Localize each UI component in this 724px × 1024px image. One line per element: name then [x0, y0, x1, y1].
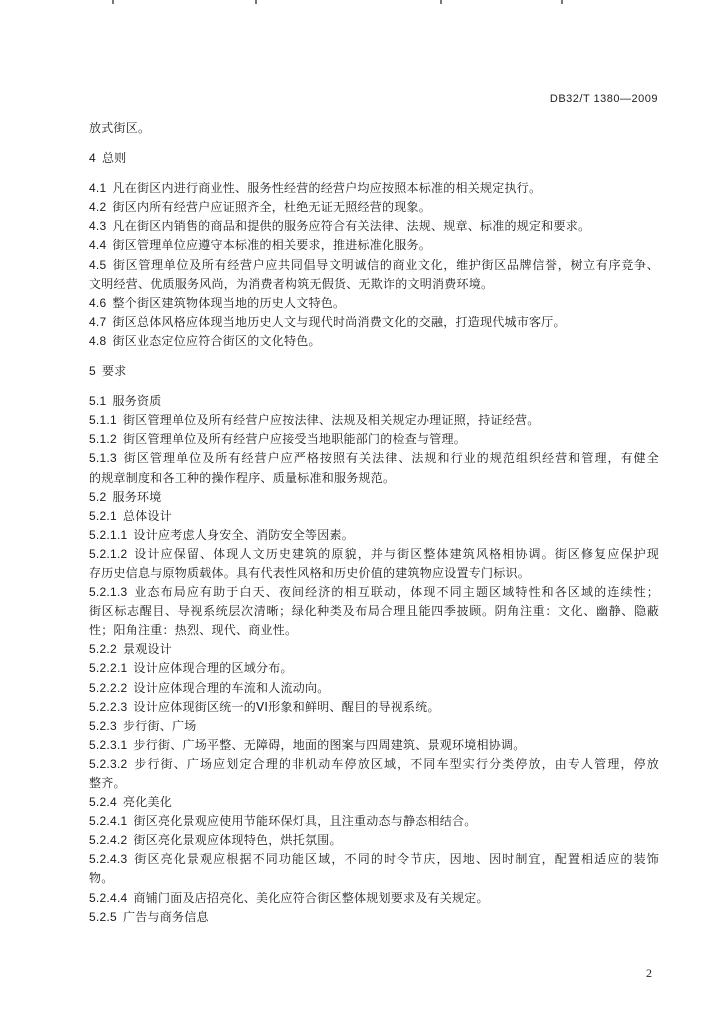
clause-text: 街区内所有经营户应证照齐全，杜绝无证无照经营的现象。	[112, 200, 431, 215]
text-line	[89, 698, 659, 717]
clause-text: 凡在街区内进行商业性、服务性经营的经营户均应按照本标准的相关规定执行。	[112, 181, 542, 196]
clause-text: 街区业态定位应符合街区的文化特色。	[112, 333, 321, 348]
clause-number: 5.2.3.2	[89, 756, 128, 771]
clause-number: 5.2.4.1	[89, 814, 128, 829]
clause-text: 设计应体现街区统一的VI形象和鲜明、醒目的导视系统。	[133, 699, 440, 714]
text-line	[89, 717, 659, 736]
text-line	[89, 583, 659, 602]
text-line	[89, 179, 659, 198]
text-line	[89, 545, 659, 564]
text-line	[89, 256, 659, 275]
clause-text: 服务环境	[112, 489, 162, 504]
clause-text: 街区亮化景观应体现特色，烘托氛围。	[133, 833, 342, 848]
clause-text: 总体设计	[122, 508, 172, 523]
clause-text: 设计应保留、体现人文历史建筑的原貌，并与街区整体建筑风格相协调。街区修复应保护现	[133, 546, 659, 561]
text-line	[89, 793, 659, 812]
clause-text: 亮化美化	[122, 795, 172, 810]
text-line	[89, 736, 659, 755]
clause-text: 设计应体现合理的车流和人流动向。	[133, 680, 330, 695]
clause-number: 5.2.2.1	[89, 661, 128, 676]
clause-number: 5.2.2.2	[89, 680, 128, 695]
document-body	[89, 119, 659, 927]
text-line	[89, 640, 659, 659]
text-line	[89, 755, 659, 774]
clause-text: 服务资质	[112, 394, 162, 409]
clause-number: 4.5	[89, 257, 107, 272]
clause-text: 街区亮化景观应根据不同功能区域，不同的时令节庆，因地、因时制宜，配置相适应的装饰	[133, 852, 659, 867]
clause-number: 5.1.2	[89, 432, 117, 447]
clause-number: 5.2.3.1	[89, 737, 128, 752]
clause-number: 4.2	[89, 200, 107, 215]
text-line	[89, 411, 659, 430]
clause-text: 存历史信息与原物质载体。具有代表性风格和历史价值的建筑物应设置专门标识。	[89, 565, 531, 580]
clause-text: 广告与商务信息	[122, 909, 209, 924]
clause-number: 5.1	[89, 394, 107, 409]
section-heading	[89, 149, 659, 168]
clause-text: 设计应考虑人身安全、消防安全等因素。	[133, 527, 354, 542]
clause-text: 放式街区。	[89, 121, 151, 135]
clause-text: 街区管理单位及所有经营户应共同倡导文明诚信的商业文化，维护街区品牌信誉，树立有序竞争、	[112, 257, 659, 272]
clause-number: 4.6	[89, 295, 107, 310]
clause-text: 业态布局应有助于白天、夜间经济的相互联动，体现不同主题区域特性和各区域的连续性；	[133, 585, 659, 600]
clause-number: 5.2	[89, 489, 107, 504]
clause-text: 街区标志醒目、导视系统层次清晰；绿化种类及布局合理且能四季披顾。阴角注重：文化、幽静、隐蔽	[89, 604, 659, 619]
clause-text: 商铺门面及店招亮化、美化应符合街区整体规划要求及有关规定。	[133, 890, 489, 905]
clause-number: 5.2.4.2	[89, 833, 128, 848]
clause-text: 要求	[101, 364, 127, 379]
clause-number: 5.2.1.3	[89, 585, 128, 600]
text-line	[89, 294, 659, 313]
clause-number: 5.2.1	[89, 508, 117, 523]
clause-number: 5.2.4	[89, 795, 117, 810]
clause-text: 的规章制度和各工种的操作程序、质量标准和服务规范。	[89, 470, 396, 485]
clause-number: 5.2.3	[89, 718, 117, 733]
page-number: 2	[646, 966, 652, 980]
standard-code: DB32/T 1380—2009	[549, 93, 658, 105]
clause-text: 步行街、广场平整、无障碍，地面的图案与四周建筑、景观环境相协调。	[133, 737, 526, 752]
clause-number: 4	[89, 151, 96, 166]
text-line	[89, 908, 659, 927]
clause-text: 整齐。	[89, 776, 126, 790]
clause-number: 4.3	[89, 219, 107, 234]
text-line	[89, 526, 659, 545]
clause-number: 5.1.1	[89, 413, 117, 428]
text-line	[89, 275, 659, 294]
text-line	[89, 119, 659, 138]
clause-number: 5	[89, 364, 96, 379]
text-line	[89, 602, 659, 621]
clause-text: 步行街、广场	[122, 718, 197, 733]
text-line	[89, 831, 659, 850]
clause-text: 总则	[101, 151, 127, 166]
clause-number: 5.1.3	[89, 451, 117, 466]
text-line	[89, 236, 659, 255]
clause-number: 5.2.2.3	[89, 699, 128, 714]
clause-text: 街区亮化景观应使用节能环保灯具，且注重动态与静态相结合。	[133, 814, 477, 829]
clause-text: 设计应体现合理的区域分布。	[133, 661, 293, 676]
clause-number: 4.1	[89, 181, 107, 196]
clause-text: 街区管理单位及所有经营户应按法律、法规及相关规定办理证照，持证经营。	[122, 413, 540, 428]
text-line	[89, 889, 659, 908]
clause-text: 步行街、广场应划定合理的非机动车停放区域，不同车型实行分类停放，由专人管理，停放	[133, 756, 659, 771]
text-line	[89, 507, 659, 526]
text-line	[89, 564, 659, 583]
clause-text: 街区管理单位及所有经营户应严格按照有关法律、法规和行业的规范组织经营和管理，有健全	[122, 451, 659, 466]
text-line	[89, 774, 659, 793]
text-line	[89, 449, 659, 468]
text-line	[89, 812, 659, 831]
clause-number: 4.4	[89, 238, 107, 253]
text-line	[89, 869, 659, 888]
clause-text: 物。	[89, 871, 114, 886]
clause-text: 景观设计	[122, 642, 172, 657]
text-line	[89, 198, 659, 217]
text-line	[89, 659, 659, 678]
clause-number: 5.2.1.2	[89, 546, 128, 561]
clause-text: 街区管理单位应遵守本标准的相关要求，推进标准化服务。	[112, 238, 431, 253]
clause-text: 街区管理单位及所有经营户应接受当地职能部门的检查与管理。	[122, 432, 466, 447]
text-line	[89, 469, 659, 488]
text-line	[89, 217, 659, 236]
text-line	[89, 488, 659, 507]
text-line	[89, 850, 659, 869]
clause-number: 5.2.4.3	[89, 852, 128, 867]
clause-text: 性；阳角注重：热烈、现代、商业性。	[89, 623, 298, 638]
clause-number: 4.7	[89, 314, 107, 329]
clause-number: 4.8	[89, 333, 107, 348]
clause-number: 5.2.5	[89, 909, 117, 924]
scan-edge-marks	[0, 0, 724, 6]
clause-number: 5.2.1.1	[89, 527, 128, 542]
clause-number: 5.2.2	[89, 642, 117, 657]
text-line	[89, 392, 659, 411]
text-line	[89, 332, 659, 351]
text-line	[89, 313, 659, 332]
clause-text: 文明经营、优质服务风尚，为消费者构筑无假货、无欺诈的文明消费环境。	[89, 276, 494, 291]
clause-text: 街区总体风格应体现当地历史人文与现代时尚消费文化的交融，打造现代城市客厅。	[112, 314, 566, 329]
clause-text: 凡在街区内销售的商品和提供的服务应符合有关法律、法规、规章、标准的规定和要求。	[112, 219, 591, 234]
text-line	[89, 430, 659, 449]
clause-number: 5.2.4.4	[89, 890, 128, 905]
section-heading	[89, 362, 659, 381]
text-line	[89, 621, 659, 640]
clause-text: 整个街区建筑物体现当地的历史人文特色。	[112, 295, 346, 310]
text-line	[89, 679, 659, 698]
